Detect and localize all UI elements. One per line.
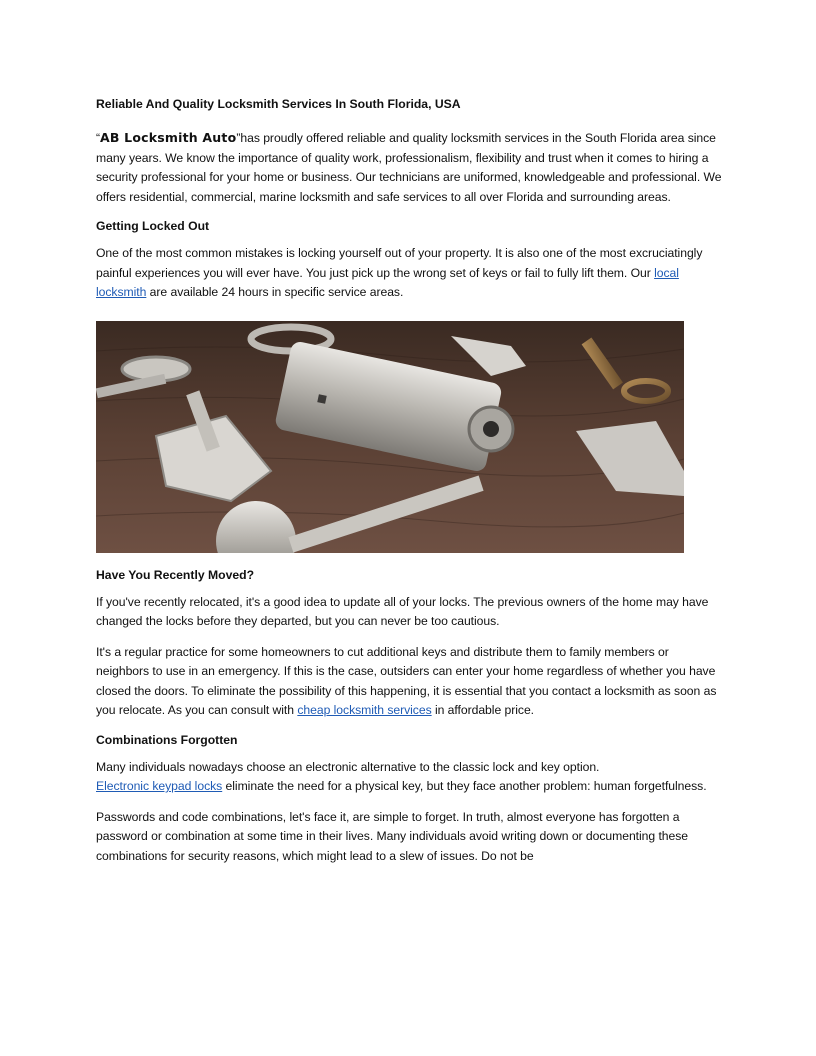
section-heading-locked-out: Getting Locked Out xyxy=(96,219,210,233)
keys-and-lock-photo xyxy=(96,321,684,553)
combinations-text: Many individuals nowadays choose an electronic alternative to the classic lock and key option. xyxy=(96,759,600,774)
recently-moved-text: It's a regular practice for some homeowners to cut additional keys and distribute them to family members or neighbors to use in an emergency. If this is the case, outsiders can enter your home regardless of whether you have closed the doors. To eliminate the possibility of this happening, it is essential that you contact a locksmith as soon as you relocate. As you can consult with xyxy=(96,644,717,717)
brand-name: AB Locksmith Auto xyxy=(100,130,237,145)
open-quote: “ xyxy=(96,131,101,145)
recently-moved-text-end: in affordable price. xyxy=(431,703,535,717)
locked-out-paragraph xyxy=(96,244,724,303)
intro-text: ”has proudly offered reliable and quality locksmith services in the South Florida area since many years. We know the importance of quality work, professionalism, flexibility and trust when it comes to hiring a security professional for your home or business. Our technicians are uniformed, knowledgeable and professional. We offers residential, commercial, marine locksmith and safe services to all over Florida and surrounding areas. xyxy=(96,131,722,204)
locked-out-text: One of the most common mistakes is locking yourself out of your property. It is also one of the most excruciatingly painful experiences you will ever have. You just pick up the wrong set of keys or fail to fully lift them. Our xyxy=(96,246,703,280)
recently-moved-paragraph-1: If you've recently relocated, it's a good idea to update all of your locks. The previous owners of the home may have changed the locks before they departed, but you can never be too cautious. xyxy=(96,594,709,628)
locked-out-text-end: are available 24 hours in specific service areas. xyxy=(146,285,404,299)
combinations-paragraph-2: Passwords and code combinations, let's face it, are simple to forget. In truth, almost everyone has forgotten a password or combination at some time in their lives. Many individuals avoid writing down or documenting these combinations for security reasons, which might lead to a slew of issues. Do not be xyxy=(96,809,689,863)
document-page xyxy=(96,96,724,877)
section-heading-recently-moved: Have You Recently Moved? xyxy=(96,567,255,582)
cheap-locksmith-link[interactable]: cheap locksmith services xyxy=(297,703,432,717)
combinations-text-end: eliminate the need for a physical key, but they face another problem: human forgetfulness. xyxy=(222,779,707,793)
page-title: Reliable And Quality Locksmith Services In South Florida, USA xyxy=(96,97,461,111)
combinations-paragraph-1 xyxy=(96,758,724,797)
recently-moved-paragraph-2 xyxy=(96,643,724,721)
local-locksmith-link[interactable]: local locksmith xyxy=(96,265,679,299)
intro-paragraph xyxy=(96,128,724,207)
electronic-keypad-link[interactable]: Electronic keypad locks xyxy=(96,779,223,793)
section-heading-combinations: Combinations Forgotten xyxy=(96,732,238,747)
